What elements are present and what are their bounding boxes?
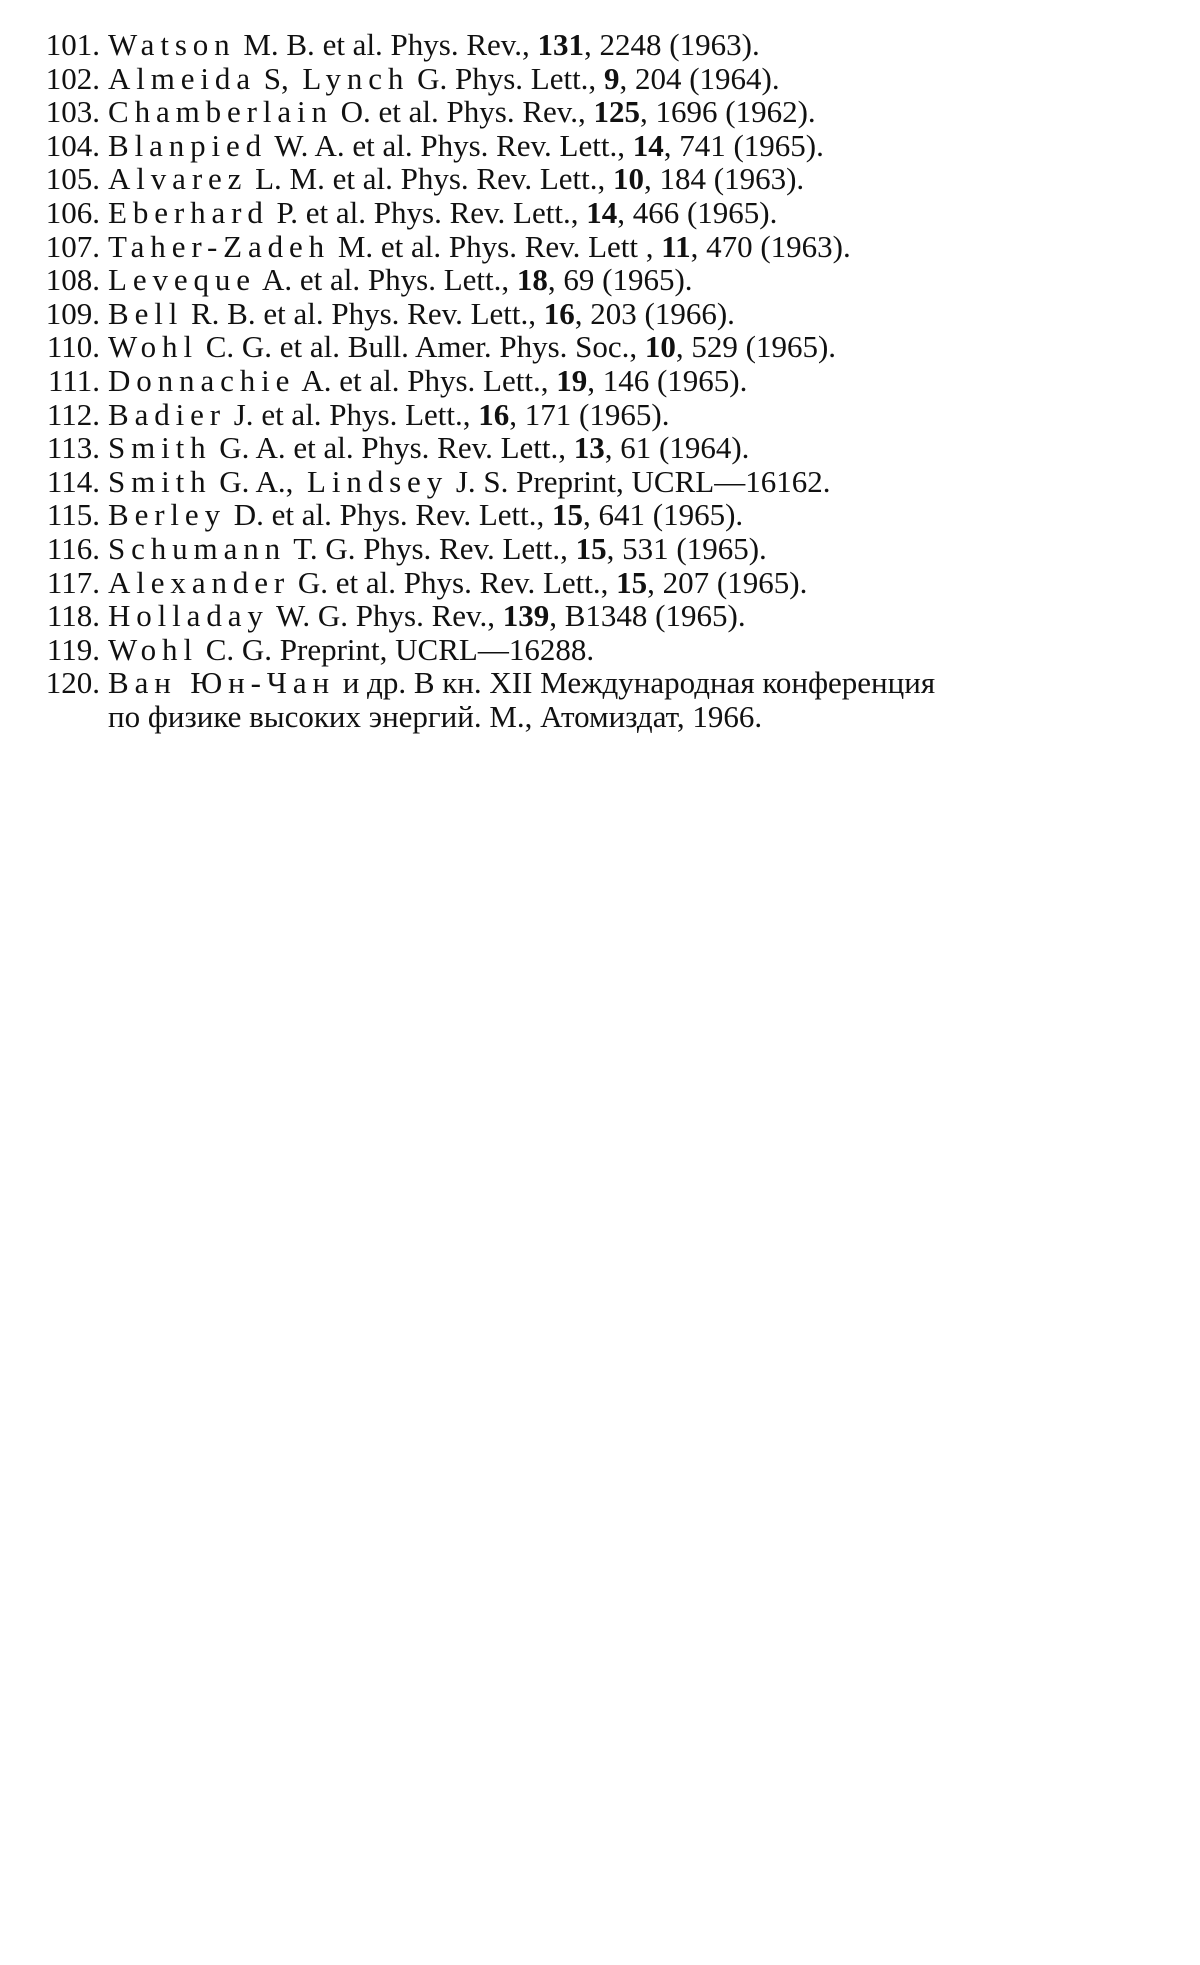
reference-author: Smith (108, 463, 212, 499)
reference-volume: 13 (573, 430, 605, 466)
reference-item (30, 364, 1180, 398)
reference-volume: 15 (552, 497, 584, 533)
reference-source: Phys. Rev., (348, 598, 503, 634)
reference-source: et al. Phys. Rev., (314, 27, 538, 62)
reference-number: 109. (45, 295, 100, 331)
reference-item (30, 599, 1180, 633)
reference-pages-year: , 741 (1965). (663, 127, 824, 163)
reference-initials: P. (268, 194, 299, 230)
reference-initials-2: G. (409, 60, 448, 96)
reference-volume: 10 (644, 329, 676, 365)
reference-volume: 139 (502, 598, 550, 634)
reference-volume: 10 (613, 161, 644, 197)
reference-number: 113. (46, 430, 100, 466)
reference-number: 117. (46, 564, 100, 600)
reference-item (30, 196, 1180, 230)
reference-number: 108. (45, 262, 100, 298)
reference-source: Phys. Rev. Lett., (355, 530, 576, 566)
reference-author: Watson (108, 27, 236, 62)
reference-text (108, 28, 1180, 62)
reference-text (108, 330, 1180, 364)
reference-source: et al. Phys. Lett., (253, 396, 479, 432)
reference-volume: 9 (603, 60, 620, 96)
reference-item (30, 398, 1180, 432)
reference-initials-2: J. S. (448, 463, 509, 499)
reference-initials: S, (255, 60, 289, 96)
reference-text (108, 162, 1180, 196)
reference-author: Smith (108, 430, 212, 466)
reference-volume: 15 (616, 564, 648, 600)
reference-pages-year: , 529 (1965). (675, 329, 837, 365)
reference-author: Ван Юн-Чан (108, 665, 335, 701)
reference-initials: R. B. (183, 295, 256, 331)
reference-source: и др. В кн. XII Международная конференция (334, 665, 936, 701)
reference-source: et al. Phys. Rev. Lett., (328, 564, 617, 600)
reference-source: et al. Phys. Lett., (292, 262, 517, 298)
reference-pages-year: , 171 (1965). (509, 396, 670, 432)
reference-text (108, 62, 1180, 96)
reference-text (108, 431, 1180, 465)
reference-continuation: по физике высоких энергий. М., Атомиздат, 1966. (108, 698, 763, 734)
reference-number: 103. (45, 94, 100, 130)
reference-text (108, 599, 1180, 633)
reference-initials: G. A. (211, 430, 286, 466)
reference-author: Schumann (108, 530, 286, 566)
reference-item (30, 498, 1180, 532)
reference-initials: A. (295, 362, 332, 398)
reference-source: et al. Phys. Rev. Lett , (373, 228, 662, 264)
reference-pages-year: , 470 (1963). (690, 228, 851, 264)
reference-pages-year: , 69 (1965). (547, 262, 693, 298)
reference-initials: M. B. (235, 27, 315, 62)
reference-text (108, 566, 1180, 600)
reference-author: Wohl (108, 329, 198, 365)
reference-initials: C. G. (197, 329, 273, 365)
reference-number: 120. (45, 665, 100, 701)
reference-source: et al. Phys. Rev. Lett., (255, 295, 544, 331)
reference-author: Taher-Zadeh (108, 228, 331, 264)
reference-source: et al. Phys. Lett., (331, 362, 557, 398)
reference-source: et al. Bull. Amer. Phys. Soc., (272, 329, 645, 365)
reference-text (108, 364, 1180, 398)
reference-initials: W. A. (267, 127, 345, 163)
reference-number: 114. (46, 463, 100, 499)
reference-number: 104. (45, 127, 100, 163)
reference-item (30, 666, 1180, 733)
reference-volume: 16 (478, 396, 510, 432)
reference-author-2: Lynch (288, 60, 410, 96)
reference-initials: G. (290, 564, 329, 600)
reference-pages-year: , 1696 (1962). (640, 94, 816, 130)
reference-number: 119. (46, 631, 100, 667)
reference-initials: O. (332, 94, 371, 130)
reference-text (108, 633, 1180, 667)
reference-initials: T. G. (286, 530, 356, 566)
reference-volume: 14 (586, 194, 618, 230)
reference-pages-year: , 466 (1965). (617, 194, 778, 230)
reference-number: 116. (46, 530, 100, 566)
reference-number: 111. (48, 362, 100, 398)
reference-author: Holladay (108, 598, 269, 634)
reference-volume: 11 (661, 228, 691, 264)
reference-item (30, 95, 1180, 129)
reference-author: Alvarez (108, 161, 248, 197)
reference-pages-year: , 146 (1965). (587, 362, 748, 398)
reference-author-2: Lindsey (293, 463, 449, 499)
reference-volume: 14 (632, 127, 664, 163)
reference-volume: 16 (543, 295, 575, 331)
reference-pages-year: , 184 (1963). (644, 161, 805, 197)
reference-initials: W. G. (268, 598, 349, 634)
reference-initials: M. (330, 228, 374, 264)
reference-text (108, 230, 1180, 264)
reference-source: et al. Phys. Rev. Lett., (285, 430, 574, 466)
reference-text (108, 297, 1180, 331)
reference-author: Berley (108, 497, 226, 533)
reference-source: et al. Phys. Rev. Lett., (344, 127, 633, 163)
reference-author: Bell (108, 295, 184, 331)
reference-item (30, 129, 1180, 163)
reference-volume: 18 (516, 262, 548, 298)
reference-pages-year: , 207 (1965). (647, 564, 808, 600)
reference-author: Alexander (108, 564, 291, 600)
reference-author: Donnachie (108, 362, 296, 398)
reference-pages-year: , 61 (1964). (604, 430, 750, 466)
reference-item (30, 633, 1180, 667)
reference-item (30, 297, 1180, 331)
reference-volume: 15 (575, 530, 607, 566)
reference-number: 110. (46, 329, 100, 365)
reference-item (30, 566, 1180, 600)
reference-pages-year: , 203 (1966). (574, 295, 735, 331)
reference-text (108, 498, 1180, 532)
reference-text (108, 196, 1180, 230)
reference-number: 115. (46, 497, 100, 533)
reference-pages-year: , B1348 (1965). (549, 598, 746, 634)
reference-item (30, 465, 1180, 499)
reference-number: 107. (45, 228, 100, 264)
reference-text (108, 666, 1180, 733)
reference-initials: J. (225, 396, 254, 432)
reference-source: et al. Phys. Rev. Lett., (298, 194, 587, 230)
reference-volume: 19 (556, 362, 588, 398)
reference-author: Badier (108, 396, 226, 432)
reference-author: Almeida (108, 60, 256, 96)
reference-number: 106. (45, 194, 100, 230)
reference-source: et al. Phys. Rev. Lett., (324, 161, 613, 197)
reference-pages-year: , 2248 (1963). (584, 27, 760, 62)
reference-number: 118. (46, 598, 100, 634)
reference-author: Eberhard (108, 194, 269, 230)
reference-volume: 131 (537, 27, 585, 62)
reference-author: Leveque (108, 262, 256, 298)
reference-number: 101. (45, 27, 100, 62)
reference-text (108, 95, 1180, 129)
reference-item (30, 532, 1180, 566)
reference-author: Wohl (108, 631, 198, 667)
reference-initials: L. M. (247, 161, 325, 197)
reference-item (30, 28, 1180, 62)
reference-text (108, 129, 1180, 163)
reference-number: 112. (46, 396, 100, 432)
reference-number: 105. (45, 161, 100, 197)
reference-initials: C. G. (197, 631, 273, 667)
reference-item (30, 230, 1180, 264)
reference-item (30, 62, 1180, 96)
reference-volume: 125 (593, 94, 641, 130)
reference-item (30, 431, 1180, 465)
reference-source: et al. Phys. Rev. Lett., (263, 497, 553, 533)
reference-source: Phys. Lett., (447, 60, 604, 96)
reference-pages-year: , 204 (1964). (619, 60, 780, 96)
reference-number: 102. (45, 60, 100, 96)
reference-item (30, 263, 1180, 297)
reference-initials: D. (225, 497, 264, 533)
reference-text (108, 398, 1180, 432)
reference-author: Blanpied (108, 127, 268, 163)
reference-text (108, 263, 1180, 297)
reference-initials: A. (255, 262, 293, 298)
reference-source: Preprint, UCRL—16288. (272, 631, 595, 667)
reference-item (30, 330, 1180, 364)
reference-text (108, 465, 1180, 499)
reference-source: Preprint, UCRL—16162. (508, 463, 831, 499)
reference-author: Chamberlain (108, 94, 333, 130)
reference-source: et al. Phys. Rev., (370, 94, 594, 130)
reference-item (30, 162, 1180, 196)
reference-text (108, 532, 1180, 566)
reference-pages-year: , 641 (1965). (583, 497, 744, 533)
reference-pages-year: , 531 (1965). (606, 530, 767, 566)
reference-initials: G. A., (211, 463, 294, 499)
reference-list (30, 28, 1180, 733)
